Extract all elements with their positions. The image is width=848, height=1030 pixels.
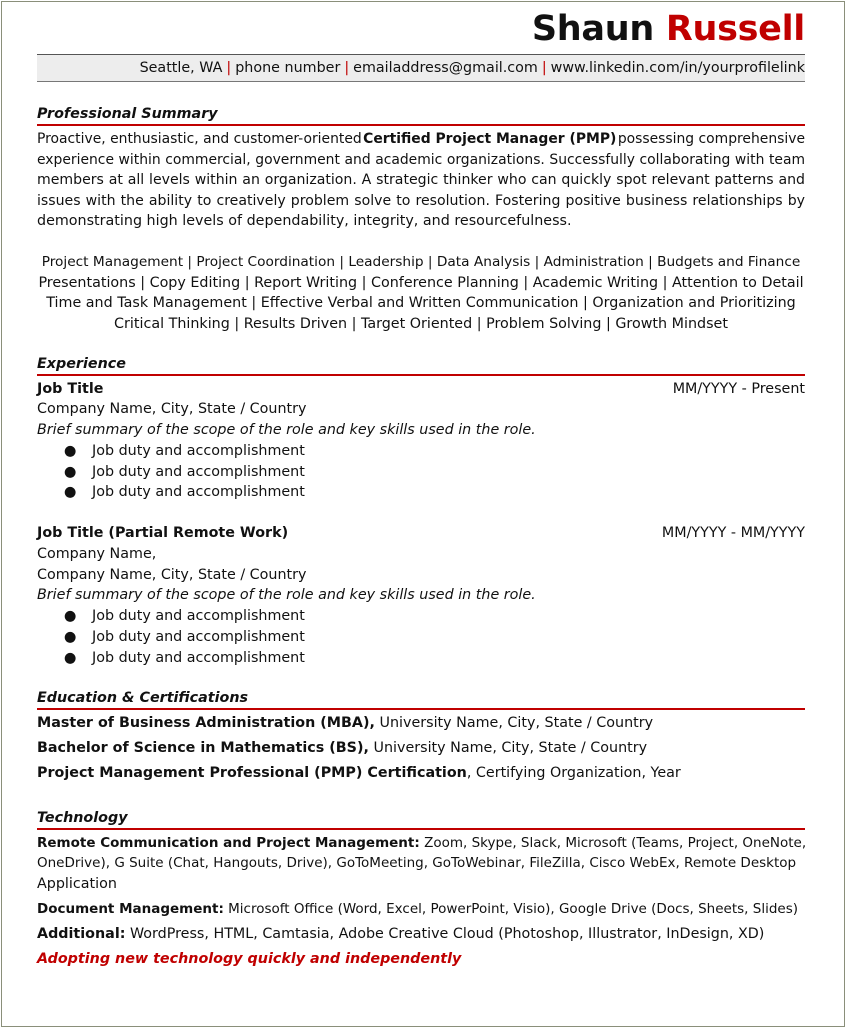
job-summary: Brief summary of the scope of the role and key skills used in the role.: [37, 422, 536, 438]
contact-separator: |: [344, 60, 350, 76]
tech-text: Zoom, Skype, Slack, Microsoft (Teams, Project, OneNote,: [424, 835, 807, 851]
degree-detail: University Name, City, State / Country: [373, 740, 648, 756]
job-duty: Job duty and accomplishment: [92, 464, 305, 480]
contact-bar: [37, 54, 805, 82]
bullet-icon: ●: [64, 464, 77, 480]
job-company: Company Name, City, State / Country: [37, 567, 307, 583]
job-duty: Job duty and accomplishment: [92, 443, 305, 459]
degree-detail: University Name, City, State / Country: [379, 715, 654, 731]
job-company: Company Name,: [37, 546, 157, 562]
summary-line-1: [37, 129, 805, 150]
skills-line: Time and Task Management | Effective Verbal and Written Communication | Organization and Prioritizing: [46, 295, 796, 311]
bullet-icon: ●: [64, 484, 77, 500]
first-name: Shaun: [531, 9, 654, 49]
tech-remote: [37, 833, 805, 854]
skills-line: Project Management | Project Coordination | Leadership | Data Analysis | Administration | Budgets and Finance: [41, 254, 801, 270]
education-item: [37, 763, 805, 784]
summary-line-4: issues with the ability to creatively problem solve to resolution. Fostering positive business relationships by: [37, 193, 805, 209]
job-summary: Brief summary of the scope of the role and key skills used in the role.: [37, 587, 536, 603]
job-duty: Job duty and accomplishment: [92, 629, 305, 645]
tech-additional: [37, 924, 805, 945]
education-item: [37, 738, 805, 759]
bullet-icon: ●: [64, 629, 77, 645]
job-dates: MM/YYYY - Present: [672, 381, 805, 397]
tech-text: Microsoft Office (Word, Excel, PowerPoint, Visio), Google Drive (Docs, Sheets, Slides): [228, 901, 799, 917]
tech-text: WordPress, HTML, Camtasia, Adobe Creative Cloud (Photoshop, Illustrator, InDesign, XD): [129, 926, 765, 942]
last-name: Russell: [665, 9, 805, 49]
candidate-name: [532, 9, 805, 49]
contact-email[interactable]: emailaddress@gmail.com: [353, 60, 538, 76]
contact-separator: |: [541, 60, 547, 76]
tech-label: Document Management:: [37, 901, 224, 917]
job-duty: Job duty and accomplishment: [92, 608, 305, 624]
degree: Project Management Professional (PMP) Certification: [37, 765, 467, 781]
summary-line-2: experience within commercial, government and academic organizations. Successfully collaborating with team: [37, 152, 805, 168]
degree: Master of Business Administration (MBA),: [37, 715, 375, 731]
section-title-summary: Professional Summary: [37, 105, 805, 126]
education-item: [37, 713, 805, 734]
summary-line-5: demonstrating high levels of dependability, integrity, and resourcefulness.: [37, 213, 572, 229]
contact-linkedin[interactable]: www.linkedin.com/in/yourprofilelink: [550, 60, 805, 76]
bullet-icon: ●: [64, 608, 77, 624]
bullet-icon: ●: [64, 443, 77, 459]
degree-detail: , Certifying Organization, Year: [466, 765, 681, 781]
job-company: Company Name, City, State / Country: [37, 401, 307, 417]
section-title-education: Education & Certifications: [37, 689, 805, 710]
tech-document: [37, 899, 805, 920]
bullet-icon: ●: [64, 650, 77, 666]
job-header: [37, 523, 805, 544]
job-dates: MM/YYYY - MM/YYYY: [661, 525, 805, 541]
contact-separator: |: [226, 60, 232, 76]
summary-line-3: members at all levels within an organization. A strategic thinker who can quickly spot relevant patterns and: [37, 172, 805, 188]
tech-tagline: Adopting new technology quickly and independently: [37, 951, 462, 967]
tech-label: Additional:: [37, 926, 126, 942]
summary-highlight: Certified Project Manager (PMP): [363, 131, 617, 147]
skills-line: Presentations | Copy Editing | Report Writing | Conference Planning | Academic Writing | Attention to Detail: [38, 275, 804, 291]
degree: Bachelor of Science in Mathematics (BS),: [37, 740, 369, 756]
summary-intro: Proactive, enthusiastic, and customer-oriented: [37, 131, 362, 147]
section-title-technology: Technology: [37, 809, 805, 830]
contact-phone: phone number: [235, 60, 341, 76]
job-duty: Job duty and accomplishment: [92, 650, 305, 666]
contact-city: Seattle, WA: [139, 60, 223, 76]
skills-line: Critical Thinking | Results Driven | Target Oriented | Problem Solving | Growth Mindset: [114, 316, 728, 332]
tech-label: Remote Communication and Project Management:: [37, 835, 420, 851]
section-title-experience: Experience: [37, 355, 805, 376]
job-header: [37, 379, 805, 400]
job-title: Job Title (Partial Remote Work): [37, 525, 289, 541]
tech-remote-cont: Application: [37, 876, 117, 892]
job-title: Job Title: [37, 381, 104, 397]
summary-line1-end: possessing comprehensive: [617, 131, 805, 147]
job-duty: Job duty and accomplishment: [92, 484, 305, 500]
tech-remote-cont: OneDrive), G Suite (Chat, Hangouts, Drive), GoToMeeting, GoToWebinar, FileZilla, Cisco WebEx, Remote Desktop: [37, 855, 797, 871]
